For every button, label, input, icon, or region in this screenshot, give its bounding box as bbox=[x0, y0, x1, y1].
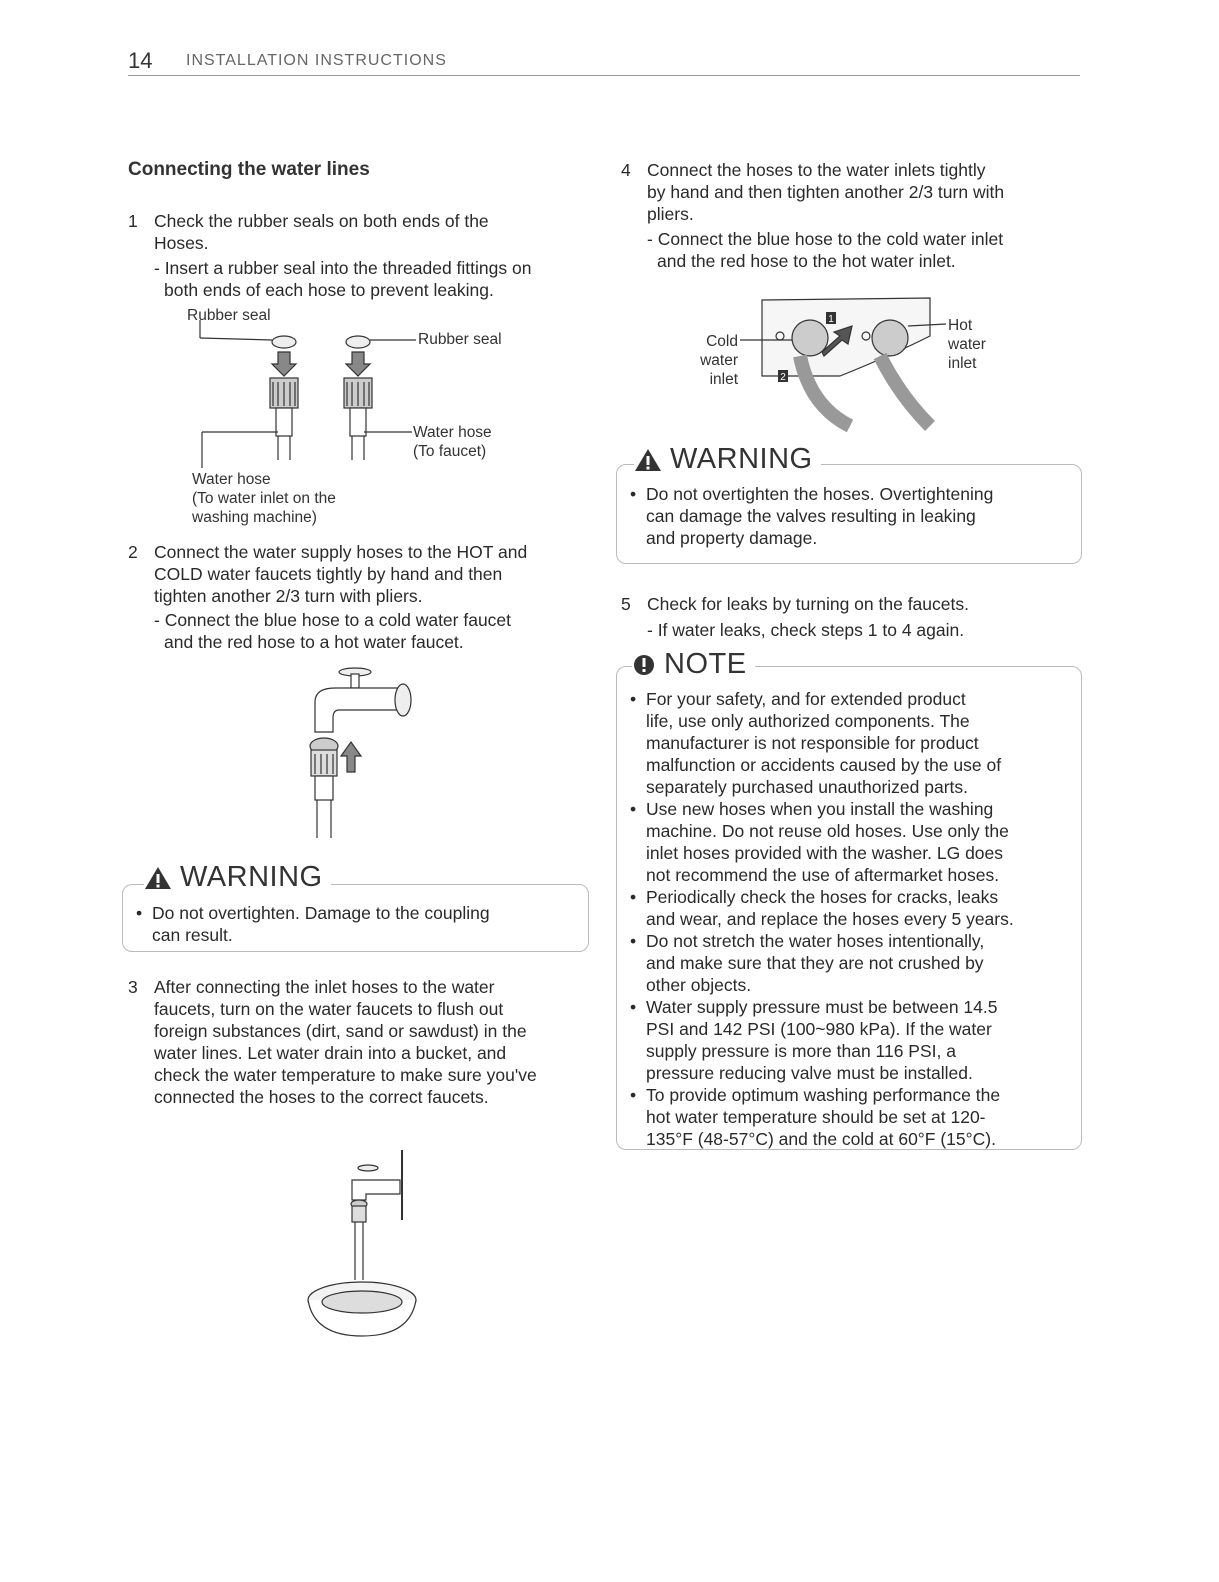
hot-inlet-label bbox=[948, 316, 986, 373]
step-5 bbox=[621, 593, 1081, 615]
warning-icon bbox=[634, 447, 662, 473]
label-line: water bbox=[700, 352, 738, 369]
step-line: Connect the water supply hoses to the HOT and bbox=[154, 542, 528, 562]
step-5-sub bbox=[647, 619, 964, 641]
step-line: check the water temperature to make sure you've bbox=[154, 1065, 537, 1085]
label-line: Cold bbox=[706, 333, 738, 350]
header-rule bbox=[128, 75, 1080, 76]
step-line: Check for leaks by turning on the faucets. bbox=[647, 594, 969, 614]
step-line: After connecting the inlet hoses to the water bbox=[154, 977, 495, 997]
step-3 bbox=[128, 976, 608, 1110]
warning-line: and property damage. bbox=[646, 528, 818, 548]
label-line: Water hose bbox=[192, 471, 271, 488]
step-line: by hand and then tighten another 2/3 turn with bbox=[647, 182, 1005, 202]
note-line: and wear, and replace the hoses every 5 years. bbox=[646, 909, 1014, 929]
section-title: Connecting the water lines bbox=[128, 159, 370, 180]
warning-icon bbox=[144, 865, 172, 891]
warning-line: can result. bbox=[152, 925, 233, 945]
note-line: malfunction or accidents caused by the use of bbox=[646, 755, 1002, 775]
water-inlet-diagram bbox=[740, 296, 950, 436]
note-line: • Water supply pressure must be between 14.5 bbox=[646, 997, 998, 1017]
note-bullet bbox=[630, 996, 1070, 1084]
note-title bbox=[632, 648, 755, 681]
marker-2: 2 bbox=[780, 372, 786, 383]
step-4-sub bbox=[647, 228, 1003, 272]
step-line: Connect the hoses to the water inlets tightly bbox=[647, 160, 986, 180]
warning-title-text: WARNING bbox=[670, 443, 813, 475]
water-hose-label-left bbox=[192, 470, 336, 527]
note-line: manufacturer is not responsible for product bbox=[646, 733, 979, 753]
sub-line: and the red hose to a hot water faucet. bbox=[164, 632, 464, 652]
label-line: inlet bbox=[948, 355, 977, 372]
step-line: foreign substances (dirt, sand or sawdust) in the bbox=[154, 1021, 527, 1041]
sub-line: - If water leaks, check steps 1 to 4 again. bbox=[647, 620, 965, 640]
note-line: not recommend the use of aftermarket hoses. bbox=[646, 865, 1000, 885]
note-line: machine. Do not reuse old hoses. Use only the bbox=[646, 821, 1009, 841]
step-number: 2 bbox=[128, 542, 138, 562]
faucet-diagram bbox=[295, 662, 425, 842]
note-line: and make sure that they are not crushed by bbox=[646, 953, 984, 973]
note-line: separately purchased unauthorized parts. bbox=[646, 777, 969, 797]
note-line: inlet hoses provided with the washer. LG does bbox=[646, 843, 1004, 863]
step-line: tighten another 2/3 turn with pliers. bbox=[154, 586, 423, 606]
note-line: other objects. bbox=[646, 975, 752, 995]
warning-line: • Do not overtighten. Damage to the coupling bbox=[152, 903, 490, 923]
label-line: (To faucet) bbox=[413, 443, 487, 460]
note-line: 135°F (48-57°C) and the cold at 60°F (15°C). bbox=[646, 1129, 996, 1149]
rubber-seal-label-right: Rubber seal bbox=[418, 331, 502, 348]
label-line: inlet bbox=[709, 371, 738, 388]
note-icon bbox=[632, 653, 656, 677]
note-line: • Do not stretch the water hoses intentionally, bbox=[646, 931, 985, 951]
note-line: • Use new hoses when you install the washing bbox=[646, 799, 994, 819]
label-line: (To water inlet on the bbox=[192, 490, 336, 507]
sub-line: - Connect the blue hose to a cold water faucet bbox=[154, 610, 512, 630]
label-line: Water hose bbox=[413, 424, 492, 441]
warning-title-2 bbox=[634, 443, 821, 476]
step-1 bbox=[128, 210, 598, 256]
note-title-text: NOTE bbox=[664, 648, 747, 680]
page-number: 14 bbox=[128, 48, 153, 73]
step-2-sub bbox=[154, 609, 511, 653]
note-line: life, use only authorized components. The bbox=[646, 711, 970, 731]
note-body bbox=[630, 688, 1070, 1150]
label-line: washing machine) bbox=[192, 509, 317, 526]
note-line: PSI and 142 PSI (100~980 kPa). If the water bbox=[646, 1019, 992, 1039]
water-hose-label-right bbox=[413, 423, 492, 461]
step-number: 4 bbox=[621, 160, 631, 180]
rubber-seal-hose-diagram bbox=[180, 320, 420, 470]
rubber-seal-label-left: Rubber seal bbox=[187, 307, 271, 324]
bucket-diagram bbox=[296, 1150, 426, 1350]
marker-1: 1 bbox=[828, 314, 834, 325]
note-line: • For your safety, and for extended product bbox=[646, 689, 966, 709]
step-line: faucets, turn on the water faucets to flush out bbox=[154, 999, 504, 1019]
note-line: • To provide optimum washing performance the bbox=[646, 1085, 1001, 1105]
note-bullet bbox=[630, 798, 1070, 886]
step-number: 1 bbox=[128, 211, 138, 231]
step-line: Hoses. bbox=[154, 233, 209, 253]
label-line: water bbox=[948, 336, 986, 353]
header-title: INSTALLATION INSTRUCTIONS bbox=[186, 52, 447, 69]
step-number: 3 bbox=[128, 977, 138, 997]
step-1-sub bbox=[154, 257, 531, 301]
warning-title-1 bbox=[144, 861, 331, 894]
step-4 bbox=[621, 159, 1081, 225]
cold-inlet-label bbox=[688, 332, 738, 389]
sub-line: both ends of each hose to prevent leaking. bbox=[164, 280, 494, 300]
step-line: COLD water faucets tightly by hand and then bbox=[154, 564, 503, 584]
note-bullet bbox=[630, 886, 1070, 930]
warning-title-text: WARNING bbox=[180, 861, 323, 893]
warning-body-2 bbox=[630, 483, 1070, 549]
step-2 bbox=[128, 541, 598, 607]
step-line: pliers. bbox=[647, 204, 694, 224]
note-bullet bbox=[630, 930, 1070, 996]
warning-body-1 bbox=[136, 902, 576, 946]
note-line: pressure reducing valve must be installed. bbox=[646, 1063, 973, 1083]
step-line: water lines. Let water drain into a bucket, and bbox=[154, 1043, 507, 1063]
note-line: hot water temperature should be set at 120- bbox=[646, 1107, 986, 1127]
note-line: supply pressure is more than 116 PSI, a bbox=[646, 1041, 956, 1061]
note-bullet bbox=[630, 1084, 1070, 1150]
note-line: • Periodically check the hoses for cracks, leaks bbox=[646, 887, 999, 907]
sub-line: and the red hose to the hot water inlet. bbox=[657, 251, 956, 271]
step-number: 5 bbox=[621, 594, 631, 614]
step-line: Check the rubber seals on both ends of the bbox=[154, 211, 489, 231]
sub-line: - Connect the blue hose to the cold water inlet bbox=[647, 229, 1004, 249]
sub-line: - Insert a rubber seal into the threaded fittings on bbox=[154, 258, 532, 278]
step-line: connected the hoses to the correct faucets. bbox=[154, 1087, 489, 1107]
warning-line: can damage the valves resulting in leaking bbox=[646, 506, 976, 526]
warning-line: • Do not overtighten the hoses. Overtightening bbox=[646, 484, 994, 504]
label-line: Hot bbox=[948, 317, 973, 334]
note-bullet bbox=[630, 688, 1070, 798]
